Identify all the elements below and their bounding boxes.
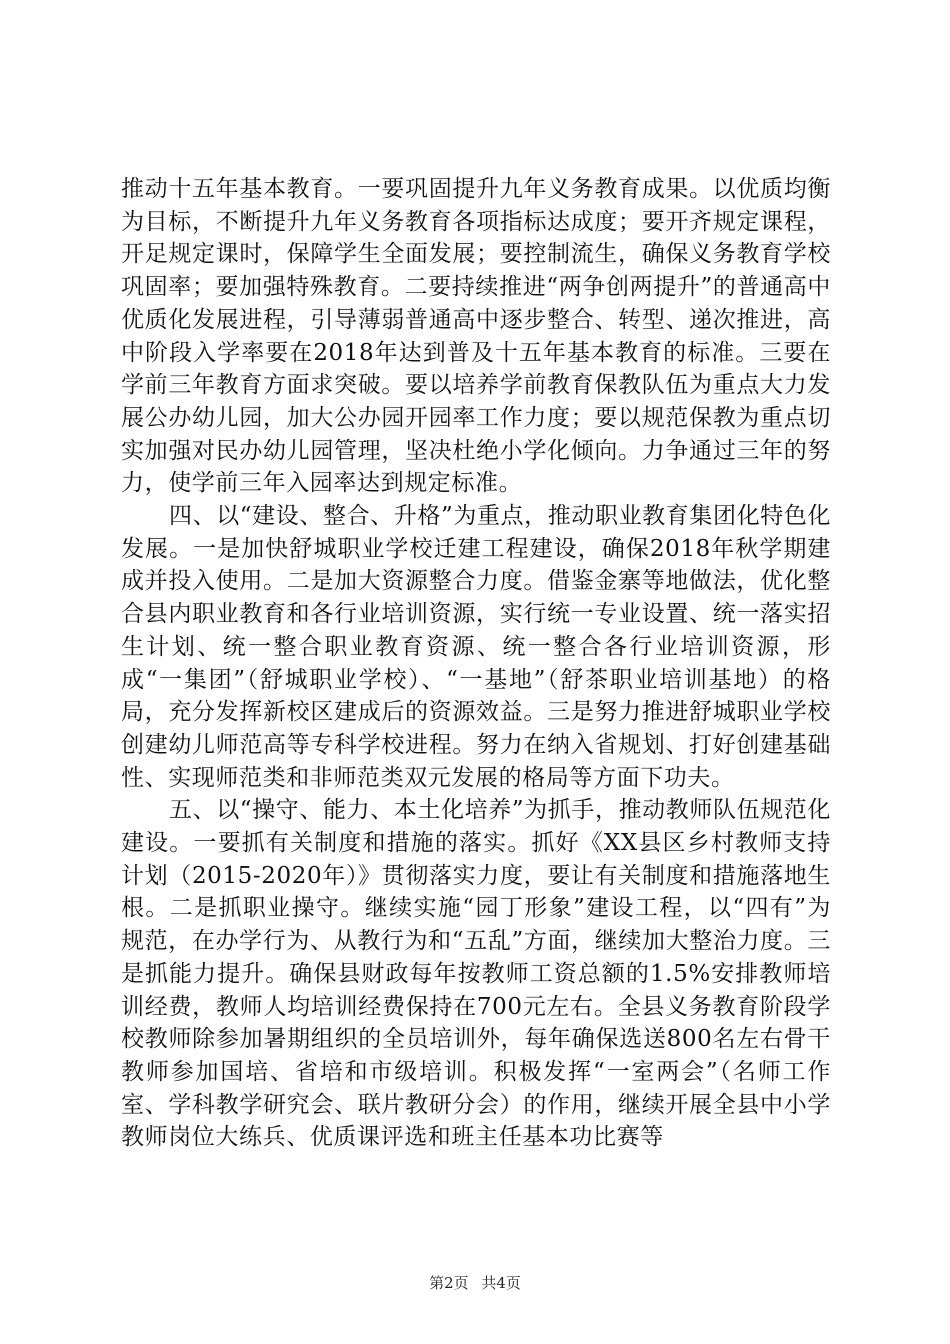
document-body (121, 173, 831, 1154)
paragraph-vocational-education: 四、以“建设、整合、升格”为重点，推动职业教育集团化特色化发展。一是加快舒城职业学校迁建工程建设，确保2018年秋学期建成并投入使用。二是加大资源整合力度。借鉴金寨等地做法，优化整合县内职业教育和各行业培训资源，实行统一专业设置、统一落实招生计划、统一整合职业教育资源、统一整合各行业培训资源，形成“一集团”（舒城职业学校）、“一基地”（舒茶职业培训基地）的格局，充分发挥新校区建成后的资源效益。三是努力推进舒城职业学校创建幼儿师范高等专科学校进程。努力在纳入省规划、打好创建基础性、实现师范类和非师范类双元发展的格局等方面下功夫。 (121, 503, 831, 791)
paragraph-continuation: 推动十五年基本教育。一要巩固提升九年义务教育成果。以优质均衡为目标，不断提升九年义务教育各项指标达成度；要开齐规定课程，开足规定课时，保障学生全面发展；要控制流生，确保义务教育学校巩固率；要加强特殊教育。二要持续推进“两争创两提升”的普通高中优质化发展进程，引导薄弱普通高中逐步整合、转型、递次推进，高中阶段入学率要在2018年达到普及十五年基本教育的标准。三要在学前三年教育方面求突破。要以培养学前教育保教队伍为重点大力发展公办幼儿园，加大公办园开园率工作力度；要以规范保教为重点切实加强对民办幼儿园管理，坚决杜绝小学化倾向。力争通过三年的努力，使学前三年入园率达到规定标准。 (121, 176, 831, 497)
page-footer (0, 1272, 950, 1293)
page-number: 第2页 (429, 1274, 469, 1292)
paragraph-teacher-development: 五、以“操守、能力、本土化培养”为抓手，推动教师队伍规范化建设。一要抓有关制度和措施的落实。抓好《XX县区乡村教师支持计划（2015-2020年）》贯彻落实力度，要让有关制度和措施落地生根。二是抓职业操守。继续实施“园丁形象”建设工程，以“四有”为规范，在办学行为、从教行为和“五乱”方面，继续加大整治力度。三是抓能力提升。确保县财政每年按教师工资总额的1.5%安排教师培训经费，教师人均培训经费保持在700元左右。全县义务教育阶段学校教师除参加暑期组织的全员培训外，每年确保选送800名左右骨干教师参加国培、省培和市级培训。积极发挥“一室两会”（名师工作室、学科教学研究会、联片教研分会）的作用，继续开展全县中小学教师岗位大练兵、优质课评选和班主任基本功比赛等 (121, 797, 831, 1151)
page-total: 共4页 (481, 1274, 521, 1292)
